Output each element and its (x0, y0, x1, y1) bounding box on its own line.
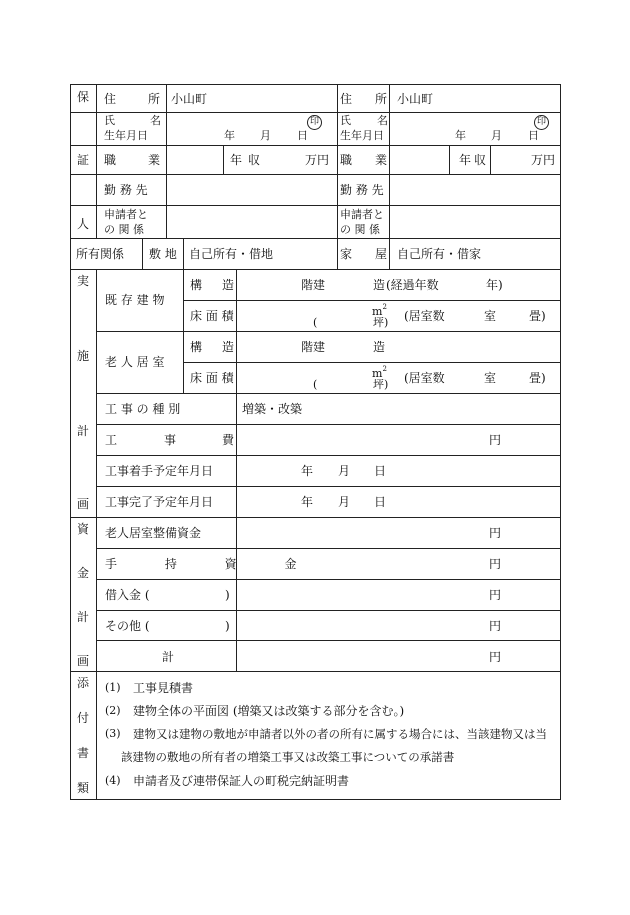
fund-row-label: 手 持 資 金 (105, 557, 319, 571)
attachment-item: 建物全体の平面図 (増築又は改築する部分を含む。) (133, 704, 405, 718)
yen-unit: 円 (489, 650, 502, 664)
job-label-2: 業 (375, 153, 388, 167)
zo-text: 造 (373, 340, 386, 354)
workplace-label: 勤 務 先 (340, 183, 384, 197)
structure-label-2: 造 (222, 340, 235, 354)
income-unit: 万円 (305, 153, 330, 167)
day-label: 日 (374, 464, 387, 478)
sqm-unit: m 2 (372, 365, 387, 380)
work-type-label: 工 事 の 種 別 (105, 402, 181, 416)
room-count-rooms: 室 (484, 371, 497, 385)
fund-total-label: 計 (162, 650, 175, 664)
elapsed-years-open: (経過年数 (386, 278, 439, 292)
paren-open: ( (313, 316, 318, 329)
fund-label-char-3: 計 (77, 610, 90, 624)
work-cost-label-2: 事 (164, 433, 177, 447)
attachment-item: 申請者及び連帯保証人の町税完納証明書 (133, 774, 350, 788)
start-date-label: 工事着手予定年月日 (105, 464, 214, 478)
attachment-number: (3) (105, 727, 121, 740)
work-cost-label-3: 費 (222, 433, 235, 447)
work-type-value: 増築・改築 (242, 402, 303, 416)
plan-label-char-2: 施 (77, 349, 90, 363)
name-label: 氏 (104, 114, 115, 127)
job-label-2: 業 (148, 153, 161, 167)
floor-area-label: 床 面 積 (190, 371, 234, 385)
house-value: 自己所有・借家 (397, 247, 482, 261)
land-value: 自己所有・借地 (189, 247, 274, 261)
work-cost-label: 工 (105, 433, 118, 447)
name-label-2: 名 (150, 114, 161, 127)
birthdate-label: 生年月日 (340, 129, 384, 142)
room-count-tatami: 畳) (529, 371, 546, 385)
elderly-room-label: 老 人 居 室 (105, 355, 165, 369)
day-label: 日 (528, 129, 539, 142)
fund-label-char-2: 金 (77, 566, 90, 580)
zo-text: 造 (373, 278, 386, 292)
attachment-item: 建物又は建物の敷地が申請者以外の者の所有に属する場合には、当該建物又は当 (133, 727, 547, 741)
income-label: 年 (230, 153, 243, 167)
address-label-2: 所 (148, 92, 161, 106)
fund-label-char-4: 画 (77, 654, 90, 668)
address-label-2: 所 (375, 92, 388, 106)
birthdate-label: 生年月日 (104, 129, 148, 142)
end-date-label: 工事完了予定年月日 (105, 495, 214, 509)
relation-label-1: 申請者と (104, 208, 148, 221)
job-label: 職 (104, 153, 117, 167)
floors-text: 階建 (301, 340, 326, 354)
month-label: 月 (338, 495, 351, 509)
house-label-2: 屋 (375, 247, 388, 261)
seal-mark: 印 (307, 115, 322, 130)
address-value: 小山町 (171, 92, 208, 106)
yen-unit: 円 (489, 557, 502, 571)
room-count-open: (居室数 (404, 371, 445, 385)
structure-label: 構 (190, 278, 203, 292)
relation-label-2: の 関 係 (104, 223, 144, 236)
attachment-item-continued: 該建物の敷地の所有者の増築工事又は改築工事についての承諾書 (121, 750, 455, 764)
room-count-tatami: 畳) (529, 309, 546, 323)
day-label: 日 (374, 495, 387, 509)
income-label-2: 収 (248, 153, 261, 167)
room-count-rooms: 室 (484, 309, 497, 323)
job-label: 職 (340, 153, 353, 167)
yen-unit: 円 (489, 526, 502, 540)
year-label: 年 (455, 129, 466, 142)
room-count-open: (居室数 (404, 309, 445, 323)
relation-label-2: の 関 係 (340, 223, 380, 236)
structure-label: 構 (190, 340, 203, 354)
attachments-label-char-1: 添 (77, 676, 90, 690)
year-label: 年 (224, 129, 235, 142)
floor-area-label: 床 面 積 (190, 309, 234, 323)
paren-open: ( (313, 378, 318, 391)
income-label-2: 収 (474, 153, 487, 167)
name-label: 氏 (340, 114, 351, 127)
fund-row-label: 老人居室整備資金 (105, 526, 202, 540)
attachment-number: (1) (105, 681, 121, 694)
fund-label-char-1: 資 (77, 522, 90, 536)
address-label: 住 (340, 92, 353, 106)
existing-building-label: 既 存 建 物 (105, 293, 165, 307)
plan-label-char-4: 画 (77, 497, 90, 511)
year-label: 年 (301, 464, 314, 478)
sqm-unit: m 2 (372, 303, 387, 318)
income-label: 年 (459, 153, 472, 167)
attachment-number: (2) (105, 704, 121, 717)
guarantor-label-char-1: 保 (77, 90, 90, 104)
floors-text: 階建 (301, 278, 326, 292)
structure-label-2: 造 (222, 278, 235, 292)
workplace-label: 勤 務 先 (104, 183, 148, 197)
month-label: 月 (260, 129, 271, 142)
guarantor-label-char-3: 人 (77, 217, 90, 231)
guarantor-label-char-2: 証 (77, 153, 90, 167)
month-label: 月 (338, 464, 351, 478)
name-label-2: 名 (377, 114, 388, 127)
attachment-number: (4) (105, 774, 121, 787)
address-value: 小山町 (397, 92, 434, 106)
yen-unit: 円 (489, 588, 502, 602)
yen-unit: 円 (489, 433, 502, 447)
house-label: 家 (340, 247, 353, 261)
fund-row-label: その他 ( (105, 619, 150, 633)
plan-label-char-1: 実 (77, 274, 90, 288)
fund-row-label: 借入金 ( (105, 588, 150, 602)
tsubo-unit: 坪) (373, 378, 389, 391)
elapsed-years-close: 年) (486, 278, 503, 292)
relation-label-1: 申請者と (340, 208, 384, 221)
application-form (70, 84, 561, 800)
plan-label-char-3: 計 (77, 424, 90, 438)
land-label: 敷 地 (149, 247, 177, 261)
income-unit: 万円 (531, 153, 556, 167)
seal-mark: 印 (534, 115, 549, 130)
attachment-item: 工事見積書 (133, 681, 194, 695)
month-label: 月 (491, 129, 502, 142)
address-label: 住 (104, 92, 117, 106)
day-label: 日 (297, 129, 308, 142)
yen-unit: 円 (489, 619, 502, 633)
attachments-label-char-3: 書 (77, 746, 90, 760)
ownership-label: 所有関係 (76, 247, 125, 261)
fund-row-close: ) (225, 588, 230, 602)
year-label: 年 (301, 495, 314, 509)
tsubo-unit: 坪) (373, 316, 389, 329)
attachments-label-char-2: 付 (77, 711, 90, 725)
attachments-label-char-4: 類 (77, 781, 90, 795)
fund-row-close: ) (225, 619, 230, 633)
